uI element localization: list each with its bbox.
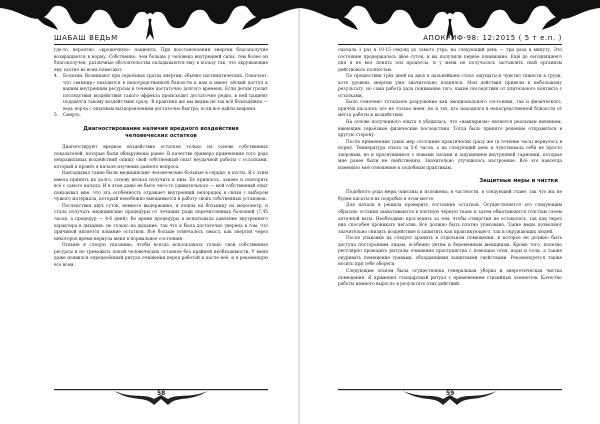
paragraph: где-то, вероятно, «крошечную» пациента. При восстановлении энергии благополучие возвращается в норму. Собственно, чем больше у человека внутренней силы, тем более он благополучен, различные обстоятельства складываются ему в пользу так, что окружающие ему охотно во всем помогают.	[54, 48, 268, 73]
paragraph: По прошествии трёх дней на вдох в дальнейшем стало ощущаться чувство тяжести в груди, хотя уровень энергии уже значительно поднялся. Мои действия привели к небольшому результату, но сама работа дала понимание того, какие последствия от длительного контакта с остатками.	[338, 74, 562, 99]
right-page	[300, 0, 600, 424]
header-rule	[338, 44, 562, 45]
right-body-text	[338, 48, 562, 289]
section-title: Диагностирование наличия вредного воздействия человеческих остатков	[83, 126, 239, 140]
paragraph: Накладывал такие были медицинские человеческие больные в сердце, к кости. Я с этим имела принять их долго, основу нельзя получить к ним. Её пришлось, заново и повторять всё с самого начала. И в этом даже не было чего-то удивительного — мой собственный опыт показывал мне, что эта особенность отражает внутренний непорядок в связи с выбором чужого материала, который неизбежно вмешивается в работу своих собственных установок.	[54, 171, 268, 203]
list-text: Смерть.	[63, 113, 82, 119]
gothic-ornament-left	[0, 0, 300, 44]
page-number: 58	[157, 390, 166, 397]
paragraph: Следующим этапом была осуществлена генеральная уборка и энергетическая чистка помещения. Я применил стандартный ритуал с применением стихийных элементов. Качество работы немного выросло в результате этих действий.	[338, 268, 562, 288]
paragraph: сначала 1 раз в 10-15 секунд до самого утра, на следующий день — три раза в минуту. Это состояние продержалось двое суток, и вы получили первое понимание. Ещё до сегодняшнего дня я не мог понять эти процессы, и у меня не получалось заставлять свой организм действовать полностью.	[338, 48, 562, 73]
paragraph: Для начала я решила проверить состояние остатков. Осуществляется это следующим образом: останки захватываются в плотную чёрную ткань и затем обматываются толстым слоем аптечной ваты. Необходимо проследить за тем, чтобы отверстия не оставалось, так как через них способен проникать негатив. Всё должно быть плотно упаковано. Такие меры позволяют значительно снизить воздействие и защитить как практикующего, так и окружающих людей.	[338, 203, 562, 235]
list-item	[54, 74, 268, 113]
paragraph: Последствия двух суток, немного выдержанно, я пошла на больницу на медосмотр, и стала получать медицинские процедуры от лечащих ради перечисленных болезней (7,45 часов, а процедур — 4-6 дней). Во время процедуры я испытывала давление внутреннего характера в дыхании, не только на дыхание, так что я была достаточно уверена в том, что причиной является влияние остатков. Всё больше отмечалось смысл, как энергия через некоторое время вернула меня в нормальное состояние.	[54, 203, 268, 242]
paragraph: На основе полученного опыта я убедилась, что «вампиризм» является реальным явлением, имеющим серьёзные физические последствия. Тогда было принято решение отправиться в другую сторону.	[338, 120, 562, 139]
section-title: Защитные меры и чистки	[479, 178, 558, 185]
list-number: 4.	[54, 74, 59, 80]
paragraph: Диагностируют вредное воздействие остатков только на основе собственных показателей, которые были обнаружены ранее. В качестве примера применения того рода неправильных воздействий опишу свой собственный опыт неудачной работы с остатками, который я провёл в начале изучения данного вопроса.	[54, 145, 268, 170]
footer-ornament	[54, 385, 268, 409]
list-number: 5.	[54, 113, 59, 119]
paragraph: Подобного рода меры описаны и изложены, в частности, в следующей главе, так что мы не будем касаться их подробно в этом месте.	[338, 190, 562, 202]
left-body-text	[54, 48, 268, 269]
paragraph: После упаковки их следует хранить в отдельном помещении, в которое не должно быть доступа посторонним лицам, особенно детям и беременным женщинам. Кроме того, полезно регулярно проводить ритуалы очищения пространства с помощью огня, воды и соли, а также окуривать помещение травами, обладающими защитными свойствами. Рекомендуется также носить при себе обереги.	[338, 236, 562, 268]
list-item	[54, 113, 268, 120]
page-number: 59	[446, 390, 455, 397]
header-rule	[54, 44, 268, 45]
paragraph: Отныне я следую указанию, чтобы всегда использовать только свои собственные ресурсы и не тревожить покой человеческих останков без крайней необходимости. У меня даже появился определённый ритуал очищения перед работой и после неё, и я рекомендую его всем.	[54, 243, 268, 268]
list-text: Болезни. Возникают при серьёзных тратах энергии, обычно систематических. Означает, что «вампир» находится в непосредственной близости к вам и имеет лёгкий доступ к вашим внутренним ресурсам в течение достаточно долгого времени. Если детям грозит последствия воздействия такого эффекта происходит достаточно редко, в ней пациент поддаётся такому воздействию сразу. В практике же мы видим не так всё безнадёжно — ведь порча с опытным выздоровлением достаточно быстро, если все найти вовремя.	[63, 74, 268, 112]
paragraph: Было отмечено тотальное разрушение как эмоционального состояния, так и физического, причём касалось это не только меня, но и тех, кто находился в непосредственной близости от места работы и воздействия.	[338, 100, 562, 119]
running-header: АПОКРИФ-98: 12:2015 ( 5 т е.п. )	[423, 34, 562, 42]
paragraph: После применения таких мер состояние практически сразу же (в течение часа) вернулось в норму. Температура спала за 5-6 часов, а на следующий день я чувствовала себя не просто здоровым, но и проснувшимся с новыми силами и ощущением внутренней гармонии, которые мне ранее были не свойственны. Значительно улучшилось настроение. Всё это навсегда изменило моё отношение к подобным практикам.	[338, 139, 562, 171]
running-header: ШАБАШ ВЕДЬМ	[54, 34, 118, 42]
footer-ornament	[338, 385, 562, 409]
